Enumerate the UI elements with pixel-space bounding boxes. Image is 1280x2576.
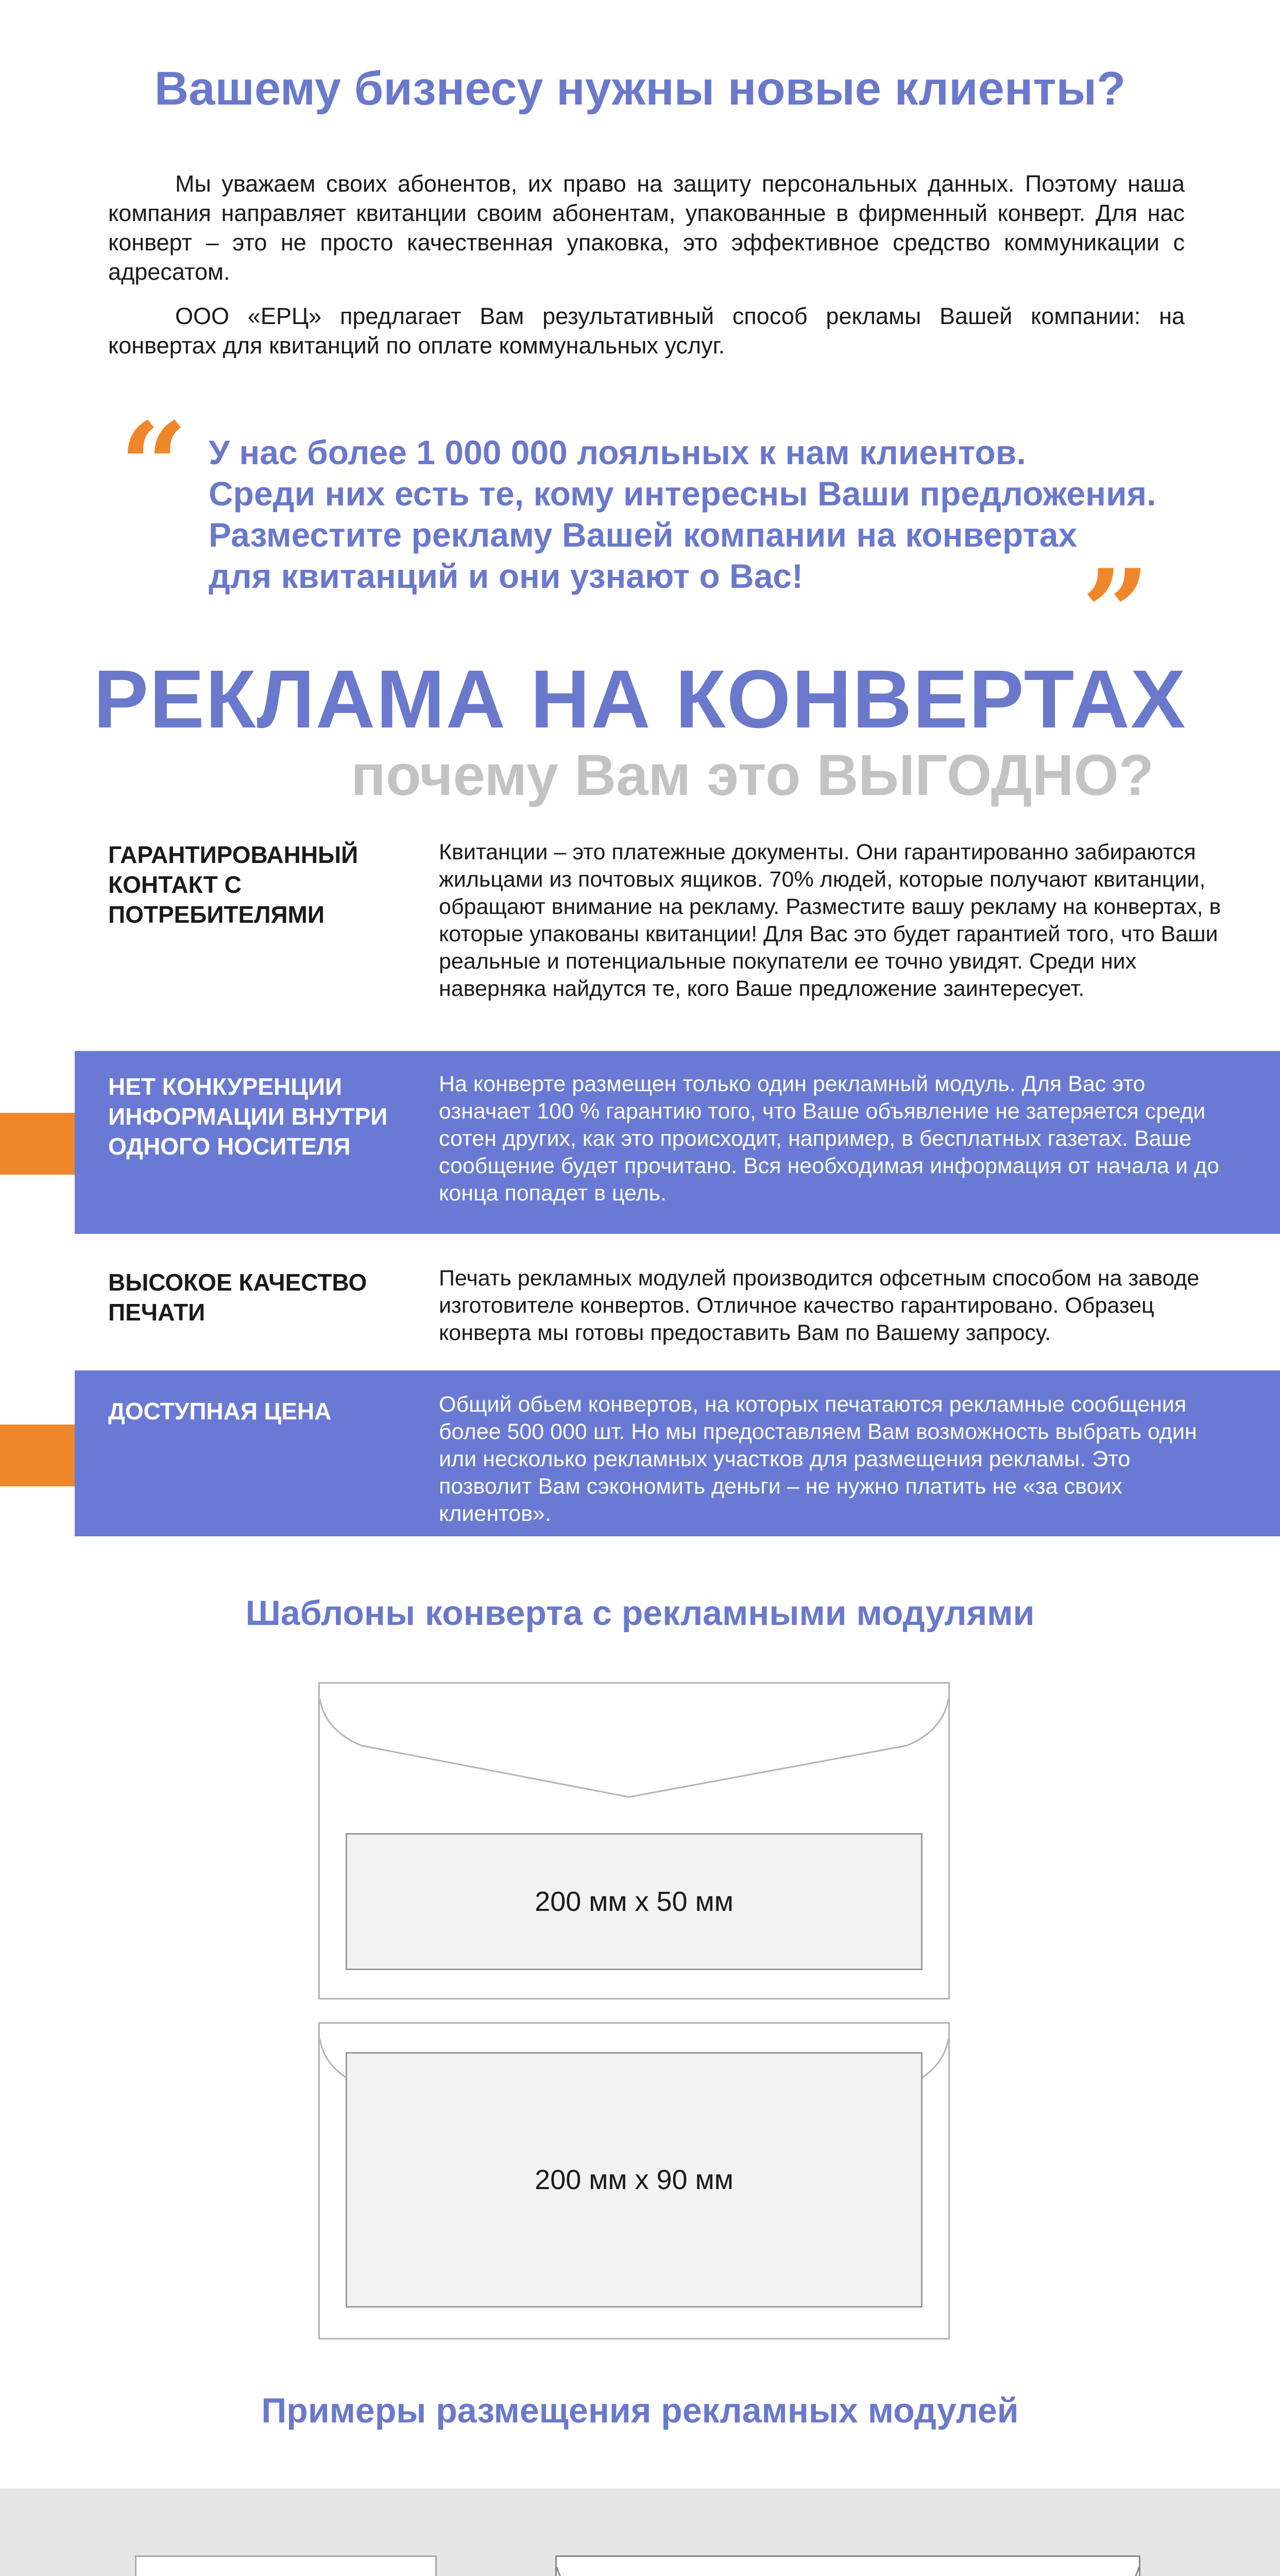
intro-paragraph-1: Мы уважаем своих абонентов, их право на защиту персональных данных. Поэтому наша компания направляет квитанции своим абонентам, упакованные в фирменный конверт. Для нас конверт – это не просто качественная упаковка, это эффективное средство коммуникации с адресатом. (108, 171, 1185, 285)
envelope-template-small (318, 1682, 950, 1999)
benefit-label: НЕТ КОНКУРЕНЦИИ ИНФОРМАЦИИ ВНУТРИ ОДНОГО НОСИТЕЛЯ (108, 1073, 388, 1160)
templates-title: Шаблоны конверта с рекламными модулями (245, 1594, 1035, 1633)
orange-marker (0, 1425, 75, 1486)
benefit-text: На конверте размещен только один рекламный модуль. Для Вас это означает 100 % гарантию того, что Ваше объявление не затеряется среди сотен других, как это происходит, например, в бесплатных газетах. Ваше сообщение будет прочитано. Вся необходимая информация от начала и до конца попадет в цель. (439, 1072, 1220, 1206)
intro-paragraph-2: ООО «ЕРЦ» предлагает Вам результативный способ рекламы Вашей компании: на конвертах для квитанций по оплате коммунальных услуг. (108, 303, 1185, 359)
main-title: РЕКЛАМА НА КОНВЕРТАХ (93, 653, 1187, 745)
benefit-text: Квитанции – это платежные документы. Они гарантированно забираются жильцами из почтовых ящиков. 70% людей, которые получают квитанции, обращают внимание на рекламу. Разместите вашу рекламу на конвертах, в которые упакованы квитанции! Для Вас это будет гарантией того, что Ваши реальные и потенциальные покупатели ее точно увидят. Среди них наверняка найдутся те, кого Ваше предложение заинтересует. (439, 840, 1221, 1001)
benefit-label: ВЫСОКОЕ КАЧЕСТВО ПЕЧАТИ (108, 1269, 367, 1326)
main-subtitle: почему Вам это ВЫГОДНО? (351, 743, 1154, 807)
quote-block: У нас более 1 000 000 лояльных к нам клиентов. Среди них есть те, кому интересны Ваши предложения. Разместите рекламу Вашей компании на конвертах для квитанций и они узнают о Вас! (209, 433, 1156, 595)
envelope-flap (557, 2557, 1139, 2576)
benefit-label: ГАРАНТИРОВАННЫЙ КОНТАКТ С ПОТРЕБИТЕЛЯМИ (108, 841, 359, 928)
benefit-label: ДОСТУПНАЯ ЦЕНА (108, 1398, 332, 1425)
benefit-text: Общий обьем конвертов, на которых печатаются рекламные сообщения более 500 000 шт. Но мы предоставляем Вам возможность выбрать один или несколько рекламных участков для размещения рекламы. Это позволит Вам сэкономить деньги – не нужно платить не «за своих клиентов». (439, 1392, 1197, 1526)
page-heading: Вашему бизнесу нужны новые клиенты? (154, 62, 1126, 115)
coffee-envelope (555, 2555, 1140, 2576)
envelope-flap (320, 1684, 948, 1802)
erc-envelope (135, 2555, 437, 2576)
benefit-text: Печать рекламных модулей производится офсетным способом на заводе изготовителе конвертов. Отличное качество гарантировано. Образец конверта мы готовы предоставить Вам по Вашему запросу. (439, 1266, 1200, 1345)
orange-marker (0, 1113, 75, 1175)
ad-module-large: 200 мм х 90 мм (346, 2052, 923, 2308)
examples-title: Примеры размещения рекламных модулей (261, 2391, 1019, 2430)
close-quote-icon: ” (1082, 544, 1150, 683)
ad-module-small: 200 мм х 50 мм (346, 1833, 923, 1970)
open-quote-icon: “ (120, 397, 188, 536)
envelope-template-large (318, 2022, 950, 2340)
